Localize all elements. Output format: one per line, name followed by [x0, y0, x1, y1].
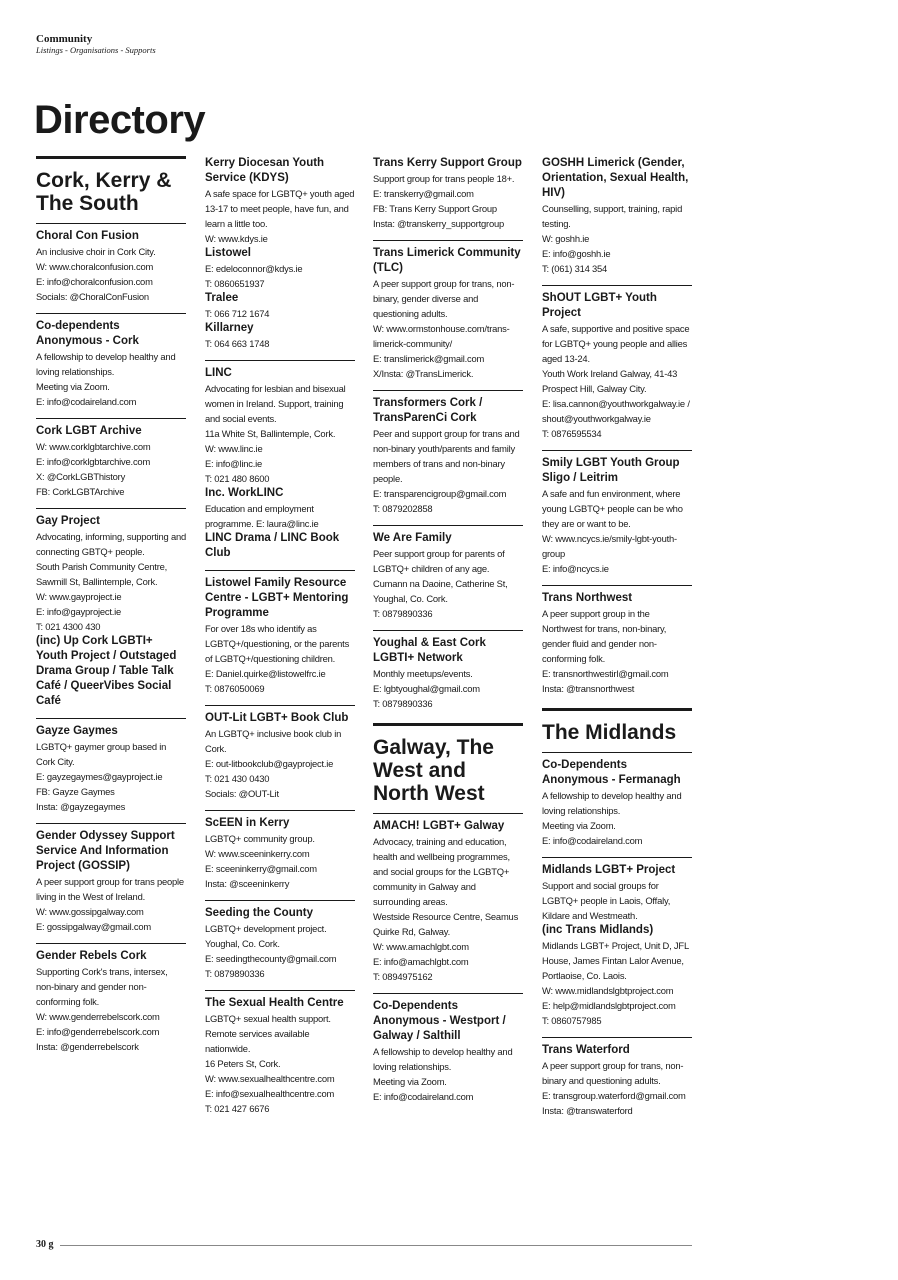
entry-title: ShOUT LGBT+ Youth Project [542, 292, 657, 319]
directory-column-4 [542, 156, 692, 1118]
entry-detail: A peer support group for trans, non-binary, gender diverse and questioning adults. [373, 278, 515, 319]
entry-title: Listowel Family Resource Centre - LGBT+ Mentoring Programme [205, 577, 349, 619]
entry-detail: E: transparencigroup@gmail.com [373, 488, 507, 499]
entry-detail: E: lisa.cannon@youthworkgalway.ie / shout@youthworkgalway.ie [542, 398, 690, 424]
entry-title: Cork LGBT Archive [36, 425, 142, 437]
entry-title: Choral Con Fusion [36, 230, 139, 242]
entry-detail: W: www.linc.ie [205, 443, 263, 454]
entry-detail: W: www.choralconfusion.com [36, 261, 154, 272]
entry-detail: W: www.ormstonhouse.com/trans-limerick-community/ [373, 323, 510, 349]
entry-detail: Supporting Cork's trans, intersex, non-binary and gender non-conforming folk. [36, 966, 168, 1007]
entry-detail: A peer support group in the Northwest for trans, non-binary, gender fluid and gender non-conforming folk. [542, 608, 667, 664]
entry-detail: Advocating, informing, supporting and connecting GBTQ+ people. [36, 531, 186, 557]
directory-entry [36, 223, 186, 304]
entry-detail: Insta: @genderrebelscork [36, 1041, 139, 1052]
entry-detail: E: edeloconnor@kdys.ie [205, 263, 303, 274]
entry-detail: T: (061) 314 354 [542, 263, 608, 274]
directory-entry [542, 285, 692, 441]
directory-entry [542, 156, 692, 276]
entry-detail: E: seedingthecounty@gmail.com [205, 953, 337, 964]
entry-detail: E: translimerick@gmail.com [373, 353, 485, 364]
entry-title: Trans Kerry Support Group [373, 157, 522, 169]
entry-detail: Socials: @ChoralConFusion [36, 291, 149, 302]
entry-title: Kerry Diocesan Youth Service (KDYS) [205, 157, 325, 184]
directory-entry [373, 993, 523, 1104]
entry-detail: E: info@choralconfusion.com [36, 276, 153, 287]
directory-entry [205, 360, 355, 561]
directory-entry [36, 823, 186, 934]
entry-detail: An LGBTQ+ inclusive book club in Cork. [205, 728, 342, 754]
entry-detail: A safe, supportive and positive space for LGBTQ+ young people and allies aged 13-24. [542, 323, 690, 364]
entry-detail: Peer support group for parents of LGBTQ+ children of any age. [373, 548, 505, 574]
entry-title: Smily LGBT Youth Group Sligo / Leitrim [542, 457, 680, 484]
entry-title: Gayze Gaymes [36, 725, 118, 737]
entry-title: Gender Odyssey Support Service And Information Project (GOSSIP) [36, 830, 175, 872]
directory-entry [542, 752, 692, 848]
entry-detail: LGBTQ+ sexual health support. [205, 1013, 331, 1024]
entry-detail: Socials: @OUT-Lit [205, 788, 279, 799]
entry-detail: T: 0860757985 [542, 1015, 602, 1026]
entry-detail: LGBTQ+ community group. [205, 833, 315, 844]
entry-detail: T: 0860651937 [205, 278, 265, 289]
entry-detail: Education and employment programme. E: laura@linc.ie [205, 503, 319, 529]
region-title: The Midlands [542, 721, 677, 744]
entry-title: Trans Waterford [542, 1044, 630, 1056]
directory-entry [36, 943, 186, 1054]
entry-detail: T: 0894975162 [373, 971, 433, 982]
entry-title: Gender Rebels Cork [36, 950, 147, 962]
entry-subtitle: LINC Drama / LINC Book Club [205, 532, 340, 559]
entry-detail: E: out-litbookclub@gayproject.ie [205, 758, 334, 769]
entry-detail: Insta: @transwaterford [542, 1105, 633, 1116]
entry-title: LINC [205, 367, 232, 379]
entry-detail: E: info@codaireland.com [36, 396, 137, 407]
entry-detail: W: www.corklgbtarchive.com [36, 441, 151, 452]
entry-subtitle: (inc Trans Midlands) [542, 924, 654, 936]
entry-detail: E: info@amachlgbt.com [373, 956, 469, 967]
entry-detail: A safe and fun environment, where young LGBTQ+ people can be who they are or want to be. [542, 488, 683, 529]
entry-detail: T: 0879202858 [373, 503, 433, 514]
entry-detail: T: 0879890336 [373, 698, 433, 709]
directory-entry [36, 418, 186, 499]
entry-detail: E: sceeninkerry@gmail.com [205, 863, 317, 874]
directory-entry [373, 240, 523, 381]
entry-detail: W: www.midlandslgbtproject.com [542, 985, 674, 996]
entry-detail: A safe space for LGBTQ+ youth aged 13-17 to meet people, have fun, and learn a little too. [205, 188, 355, 229]
entry-detail: Insta: @gayzegaymes [36, 801, 126, 812]
entry-detail: W: www.gayproject.ie [36, 591, 122, 602]
entry-detail: Westside Resource Centre, Seamus Quirke Rd, Galway. [373, 911, 519, 937]
entry-detail: E: gayzegaymes@gayproject.ie [36, 771, 163, 782]
entry-detail: FB: Trans Kerry Support Group [373, 203, 497, 214]
entry-detail: A fellowship to develop healthy and loving relationships. [542, 790, 682, 816]
entry-detail: Meeting via Zoom. [542, 820, 616, 831]
entry-title: AMACH! LGBT+ Galway [373, 820, 505, 832]
entry-title: Seeding the County [205, 907, 313, 919]
entry-detail: A peer support group for trans, non-binary and questioning adults. [542, 1060, 684, 1086]
entry-detail: For over 18s who identify as LGBTQ+/questioning, or the parents of LGBTQ+/questioning children. [205, 623, 350, 664]
region-header [373, 723, 523, 805]
directory-entry [373, 156, 523, 231]
entry-subtitle: (inc) Up Cork LGBTI+ Youth Project / Outstaged Drama Group / Table Talk Café / QueerVibes Social Café [36, 635, 177, 707]
entry-detail: A fellowship to develop healthy and loving relationships. [36, 351, 176, 377]
entry-subtitle: Listowel [205, 247, 252, 259]
page-footer [36, 1238, 692, 1252]
region-spacer [542, 696, 692, 708]
entry-detail: E: transkerry@gmail.com [373, 188, 474, 199]
entry-detail: Insta: @transnorthwest [542, 683, 635, 694]
entry-detail: FB: CorkLGBTArchive [36, 486, 125, 497]
entry-detail: E: info@codaireland.com [373, 1091, 474, 1102]
entry-detail: T: 0879890336 [205, 968, 265, 979]
directory-entry [205, 156, 355, 351]
entry-title: We Are Family [373, 532, 452, 544]
region-header [542, 708, 692, 744]
entry-detail: W: goshh.ie [542, 233, 590, 244]
entry-detail: E: info@corklgbtarchive.com [36, 456, 151, 467]
entry-detail: Support group for trans people 18+. [373, 173, 515, 184]
entry-title: Youghal & East Cork LGBTI+ Network [373, 637, 486, 664]
section-label: Community [36, 33, 93, 45]
directory-entry [542, 450, 692, 576]
entry-detail: E: info@gayproject.ie [36, 606, 122, 617]
directory-entry [205, 570, 355, 696]
entry-detail: T: 0876595534 [542, 428, 602, 439]
directory-entry [542, 585, 692, 696]
entry-detail: Counselling, support, training, rapid testing. [542, 203, 683, 229]
entry-detail: E: transgroup.waterford@gmail.com [542, 1090, 686, 1101]
entry-detail: W: www.sceeninkerry.com [205, 848, 310, 859]
entry-detail: LGBTQ+ development project. [205, 923, 327, 934]
entry-title: Co-dependents Anonymous - Cork [36, 320, 139, 347]
entry-detail: W: www.genderrebelscork.com [36, 1011, 160, 1022]
entry-detail: Insta: @sceeninkerry [205, 878, 290, 889]
entry-title: Midlands LGBT+ Project [542, 864, 676, 876]
entry-detail: South Parish Community Centre, Sawmill St, Ballintemple, Cork. [36, 561, 168, 587]
entry-detail: Insta: @transkerry_supportgroup [373, 218, 504, 229]
entry-detail: Peer and support group for trans and non-binary youth/parents and family members of trans and non-binary people. [373, 428, 520, 484]
directory-entry [205, 705, 355, 801]
entry-detail: E: info@goshh.ie [542, 248, 611, 259]
entry-detail: Cumann na Daoine, Catherine St, Youghal, Co. Cork. [373, 578, 508, 604]
region-spacer [373, 711, 523, 723]
entry-title: ScEEN in Kerry [205, 817, 290, 829]
entry-detail: E: info@ncycs.ie [542, 563, 609, 574]
entry-detail: 11a White St, Ballintemple, Cork. [205, 428, 336, 439]
entry-detail: W: www.sexualhealthcentre.com [205, 1073, 335, 1084]
entry-detail: W: www.kdys.ie [205, 233, 268, 244]
entry-detail: Advocating for lesbian and bisexual women in Ireland. Support, training and social events. [205, 383, 346, 424]
entry-detail: LGBTQ+ gaymer group based in Cork City. [36, 741, 167, 767]
entry-title: Co-Dependents Anonymous - Westport / Galway / Salthill [373, 1000, 506, 1042]
entry-detail: E: Daniel.quirke@listowelfrc.ie [205, 668, 326, 679]
entry-title: GOSHH Limerick (Gender, Orientation, Sexual Health, HIV) [542, 157, 689, 199]
directory-column-3 [373, 156, 523, 1104]
entry-detail: T: 064 663 1748 [205, 338, 270, 349]
entry-detail: W: www.amachlgbt.com [373, 941, 469, 952]
entry-detail: Advocacy, training and education, health and wellbeing programmes, and social groups for the LGBTQ+ community in Galway and surrounding areas. [373, 836, 510, 907]
entry-detail: E: info@codaireland.com [542, 835, 643, 846]
entry-detail: X: @CorkLGBThistory [36, 471, 126, 482]
entry-detail: Youghal, Co. Cork. [205, 938, 280, 949]
entry-detail: FB: Gayze Gaymes [36, 786, 115, 797]
entry-detail: A fellowship to develop healthy and loving relationships. [373, 1046, 513, 1072]
page-number: 30 g [36, 1239, 54, 1250]
entry-detail: E: info@linc.ie [205, 458, 263, 469]
entry-detail: Midlands LGBT+ Project, Unit D, JFL House, James Fintan Lalor Avenue, Portlaoise, Co. Laois. [542, 940, 689, 981]
region-title: Cork, Kerry & The South [36, 169, 172, 215]
entry-detail: E: info@genderrebelscork.com [36, 1026, 160, 1037]
page-title: Directory [34, 98, 206, 142]
entry-detail: T: 0876050069 [205, 683, 265, 694]
entry-detail: E: info@sexualhealthcentre.com [205, 1088, 335, 1099]
entry-title: Co-Dependents Anonymous - Fermanagh [542, 759, 681, 786]
directory-entry [36, 508, 186, 709]
entry-detail: T: 066 712 1674 [205, 308, 270, 319]
entry-detail: T: 021 480 8600 [205, 473, 270, 484]
entry-detail: Support and social groups for LGBTQ+ people in Laois, Offaly, Kildare and Westmeath. [542, 880, 671, 921]
directory-entry [36, 718, 186, 814]
entry-detail: T: 0879890336 [373, 608, 433, 619]
directory-entry [542, 857, 692, 1028]
entry-title: Trans Northwest [542, 592, 633, 604]
entry-subtitle: Killarney [205, 322, 254, 334]
entry-detail: Meeting via Zoom. [373, 1076, 447, 1087]
region-title: Galway, The West and North West [373, 736, 494, 805]
entry-title: Transformers Cork / TransParenCi Cork [373, 397, 483, 424]
entry-detail: T: 021 430 0430 [205, 773, 270, 784]
entry-detail: An inclusive choir in Cork City. [36, 246, 156, 257]
entry-detail: E: help@midlandslgbtproject.com [542, 1000, 676, 1011]
entry-title: OUT-Lit LGBT+ Book Club [205, 712, 349, 724]
entry-title: Trans Limerick Community (TLC) [373, 247, 521, 274]
directory-entry [205, 900, 355, 981]
directory-column-1 [36, 156, 186, 1054]
subsection-label: Listings - Organisations - Supports [36, 45, 156, 55]
directory-entry [36, 313, 186, 409]
directory-entry [205, 810, 355, 891]
entry-detail: Monthly meetups/events. [373, 668, 473, 679]
directory-entry [373, 630, 523, 711]
entry-title: The Sexual Health Centre [205, 997, 344, 1009]
entry-detail: E: transnorthwestirl@gmail.com [542, 668, 669, 679]
region-header [36, 156, 186, 215]
directory-entry [373, 525, 523, 621]
directory-column-2 [205, 156, 355, 1116]
entry-detail: W: www.ncycs.ie/smily-lgbt-youth-group [542, 533, 677, 559]
entry-detail: T: 021 4300 430 [36, 621, 101, 632]
entry-detail: W: www.gossipgalway.com [36, 906, 144, 917]
entry-detail: 16 Peters St, Cork. [205, 1058, 281, 1069]
footer-rule [60, 1245, 692, 1246]
entry-detail: Youth Work Ireland Galway, 41-43 Prospect Hill, Galway City. [542, 368, 678, 394]
entry-detail: Meeting via Zoom. [36, 381, 110, 392]
entry-title: Gay Project [36, 515, 100, 527]
entry-detail: A peer support group for trans people living in the West of Ireland. [36, 876, 184, 902]
directory-entry [373, 813, 523, 984]
entry-detail: E: gossipgalway@gmail.com [36, 921, 151, 932]
entry-detail: E: lgbtyoughal@gmail.com [373, 683, 480, 694]
entry-detail: Remote services available nationwide. [205, 1028, 310, 1054]
entry-detail: T: 021 427 6676 [205, 1103, 270, 1114]
entry-subtitle: Inc. WorkLINC [205, 487, 284, 499]
directory-entry [373, 390, 523, 516]
entry-subtitle: Tralee [205, 292, 239, 304]
running-head [36, 33, 156, 55]
directory-entry [205, 990, 355, 1116]
directory-entry [542, 1037, 692, 1118]
entry-detail: X/Insta: @TransLimerick. [373, 368, 474, 379]
